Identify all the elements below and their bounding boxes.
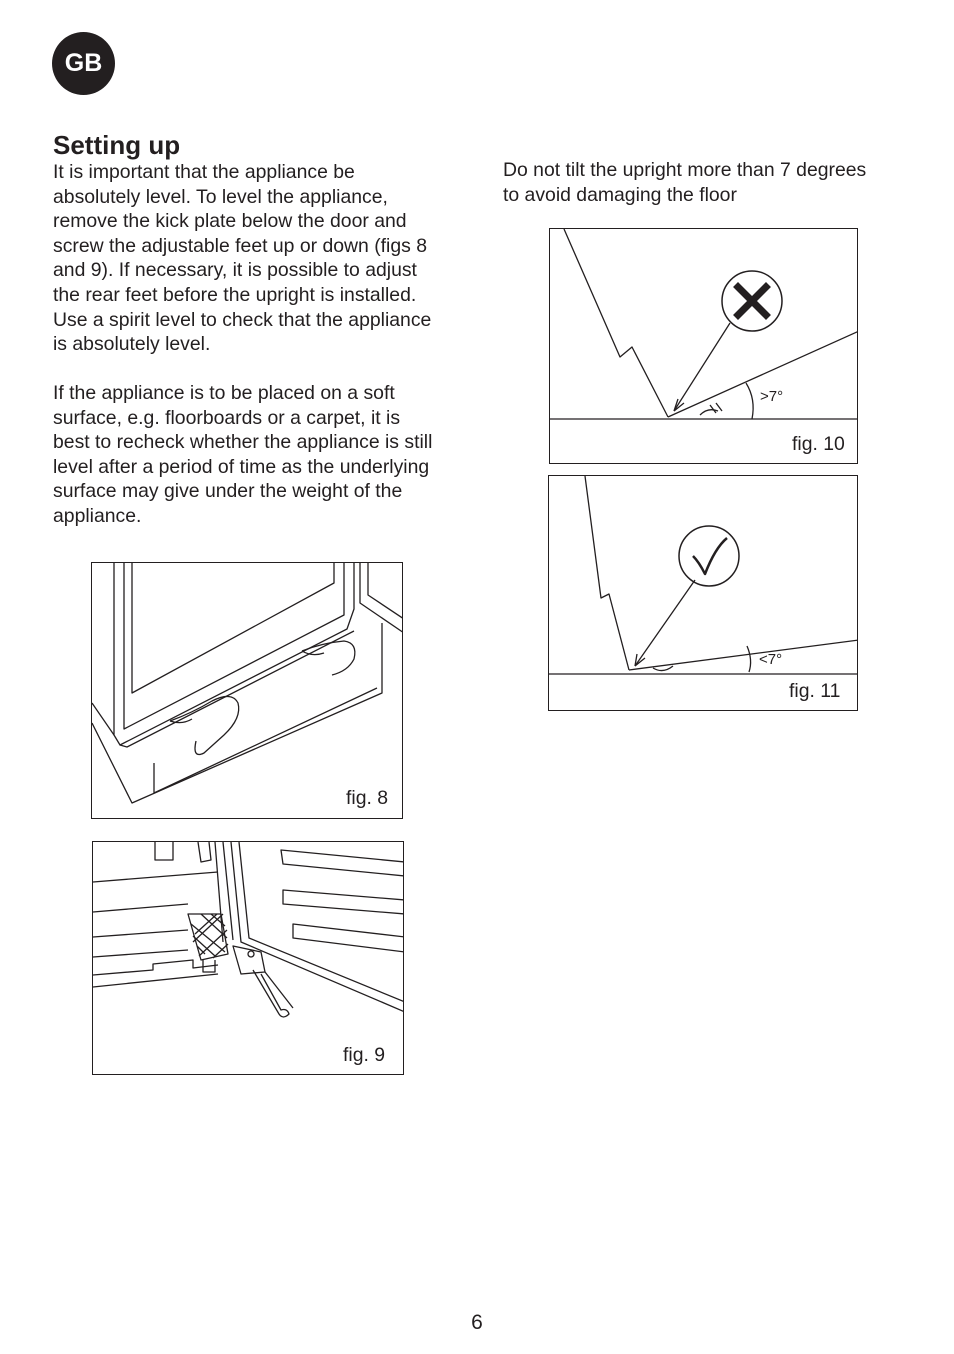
figure-8 — [91, 562, 403, 819]
figure-11-angle-label: <7° — [759, 651, 783, 668]
paragraph-tilt-warning: Do not tilt the upright more than 7 degrees to avoid damaging the floor — [503, 159, 867, 206]
figure-10-caption: fig. 10 — [792, 433, 845, 455]
figure-10-angle-label: >7° — [760, 388, 784, 405]
cross-icon — [738, 287, 766, 315]
figure-9-caption: fig. 9 — [343, 1044, 386, 1066]
checkmark-icon — [693, 538, 727, 574]
paragraph-soft-surface: If the appliance is to be placed on a soft surface, e.g. floorboards or a carpet, it is best to recheck whether the appliance is still level after a period of time as the underlying surface may give under the weight of the appliance. — [53, 382, 433, 527]
tilt-too-much-illustration — [550, 229, 858, 464]
figure-11 — [548, 475, 858, 711]
figure-8-caption: fig. 8 — [346, 787, 389, 809]
adjustable-feet-illustration — [93, 842, 404, 1075]
figure-10 — [549, 228, 858, 464]
tilt-acceptable-illustration — [549, 476, 858, 711]
figure-11-caption: fig. 11 — [789, 680, 841, 702]
language-badge: GB — [52, 32, 115, 95]
paragraph-leveling: It is important that the appliance be absolutely level. To level the appliance, remove the kick plate below the door and screw the adjustable feet up or down (figs 8 and 9). If necessary, it is possible to adjust the rear feet before the upright is installed. Use a spirit level to check that the appliance is absolutely level. — [53, 161, 432, 356]
figure-9 — [92, 841, 404, 1075]
section-title: Setting up — [53, 130, 181, 160]
kick-plate-illustration — [92, 563, 403, 819]
page-number: 6 — [471, 1311, 483, 1334]
